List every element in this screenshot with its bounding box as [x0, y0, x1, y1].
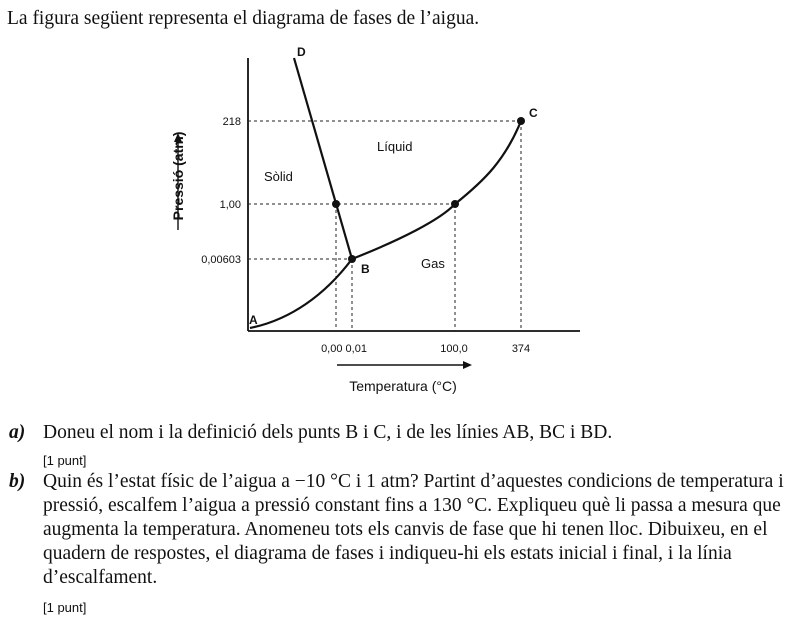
- x-tick-100: 100,0: [440, 343, 468, 355]
- question-b-text: Quin és l’estat físic de l’aigua a −10 °C i 1 atm? Partint d’aquestes condicions de temperatura i pressió, escalfem l’aigua a pressió constant fins a 130 °C. Expliqueu què li passa a mesura que augmenta la temperatura. Anomeneu tots els canvis de fase que hi tenen lloc. Dibuixeu, en el quadern de respostes, el diagrama de fases i indiqueu-hi els estats inicial i final, i la línia d’escalfament.: [43, 471, 784, 588]
- point-B-marker: [348, 255, 356, 263]
- curve-AB: [250, 259, 352, 328]
- intro-text: La figura següent representa el diagrama de fases de l’aigua.: [7, 8, 480, 29]
- point-boil-marker: [451, 200, 459, 208]
- label-D: D: [297, 45, 306, 59]
- region-solid: Sòlid: [264, 169, 293, 184]
- question-b: [9, 470, 801, 590]
- curve-BD: [294, 58, 352, 259]
- y-tick-0-00603: 0,00603: [201, 254, 241, 266]
- question-a: [9, 421, 801, 445]
- question-a-points: [1 punt]: [43, 453, 87, 468]
- x-axis-title: Temperatura (°C): [349, 378, 457, 394]
- x-tick-374: 374: [511, 343, 531, 355]
- question-b-points: [1 punt]: [43, 600, 87, 615]
- x-axis-arrowhead: [463, 361, 472, 369]
- x-tick-0: 0,00 0,01: [321, 343, 367, 355]
- label-B: B: [361, 262, 370, 276]
- point-melt-marker: [332, 200, 340, 208]
- region-gas: Gas: [421, 256, 445, 271]
- y-tick-218: 218: [222, 116, 241, 128]
- point-C-marker: [517, 117, 525, 125]
- question-a-text: Doneu el nom i la definició dels punts B i C, i de les línies AB, BC i BD.: [43, 422, 613, 443]
- y-tick-1: 1,00: [219, 199, 241, 211]
- question-a-letter: a): [9, 422, 26, 443]
- question-b-letter: b): [9, 471, 26, 492]
- region-liquid: Líquid: [377, 139, 413, 154]
- y-axis-title: Pressió (atm): [170, 131, 186, 221]
- label-C: C: [529, 106, 538, 120]
- label-A: A: [249, 313, 258, 327]
